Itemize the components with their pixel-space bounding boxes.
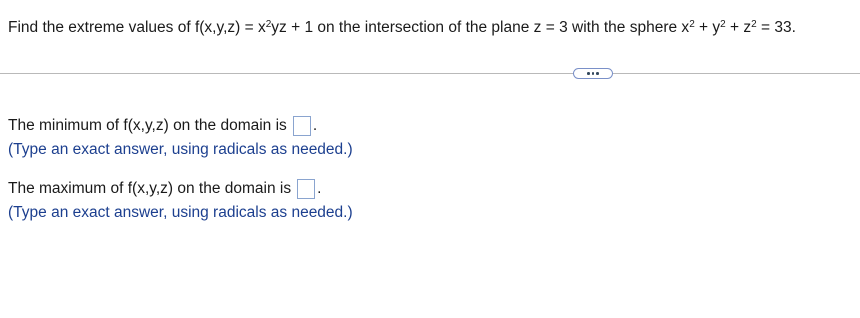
maximum-label: The maximum of f(x,y,z) on the domain is [8,180,292,197]
ellipsis-icon [596,72,599,75]
exponent: 2 [689,19,695,30]
exponent: 2 [265,19,272,30]
question-part: = 33. [756,19,796,36]
question-part: + z [725,19,752,36]
question-part: Find the extreme values of f(x,y,z) = x [8,19,266,36]
question-part: + y [694,19,721,36]
minimum-prompt [8,116,317,136]
period: . [317,180,322,197]
minimum-label: The minimum of f(x,y,z) on the domain is [8,117,287,134]
minimum-answer-input[interactable] [293,116,311,136]
minimum-hint: (Type an exact answer, using radicals as needed.) [8,141,353,158]
ellipsis-icon [587,72,590,75]
ellipsis-icon [592,72,595,75]
divider [0,73,860,74]
show-more-button[interactable] [573,68,613,79]
question-text [8,19,796,37]
exponent: 2 [751,19,757,30]
period: . [312,117,318,134]
maximum-hint: (Type an exact answer, using radicals as needed.) [8,204,353,221]
maximum-answer-input[interactable] [297,179,315,199]
exponent: 2 [720,19,726,30]
maximum-prompt [8,179,321,199]
question-part: yz + 1 on the intersection of the plane z = 3 with the sphere x [271,19,690,36]
